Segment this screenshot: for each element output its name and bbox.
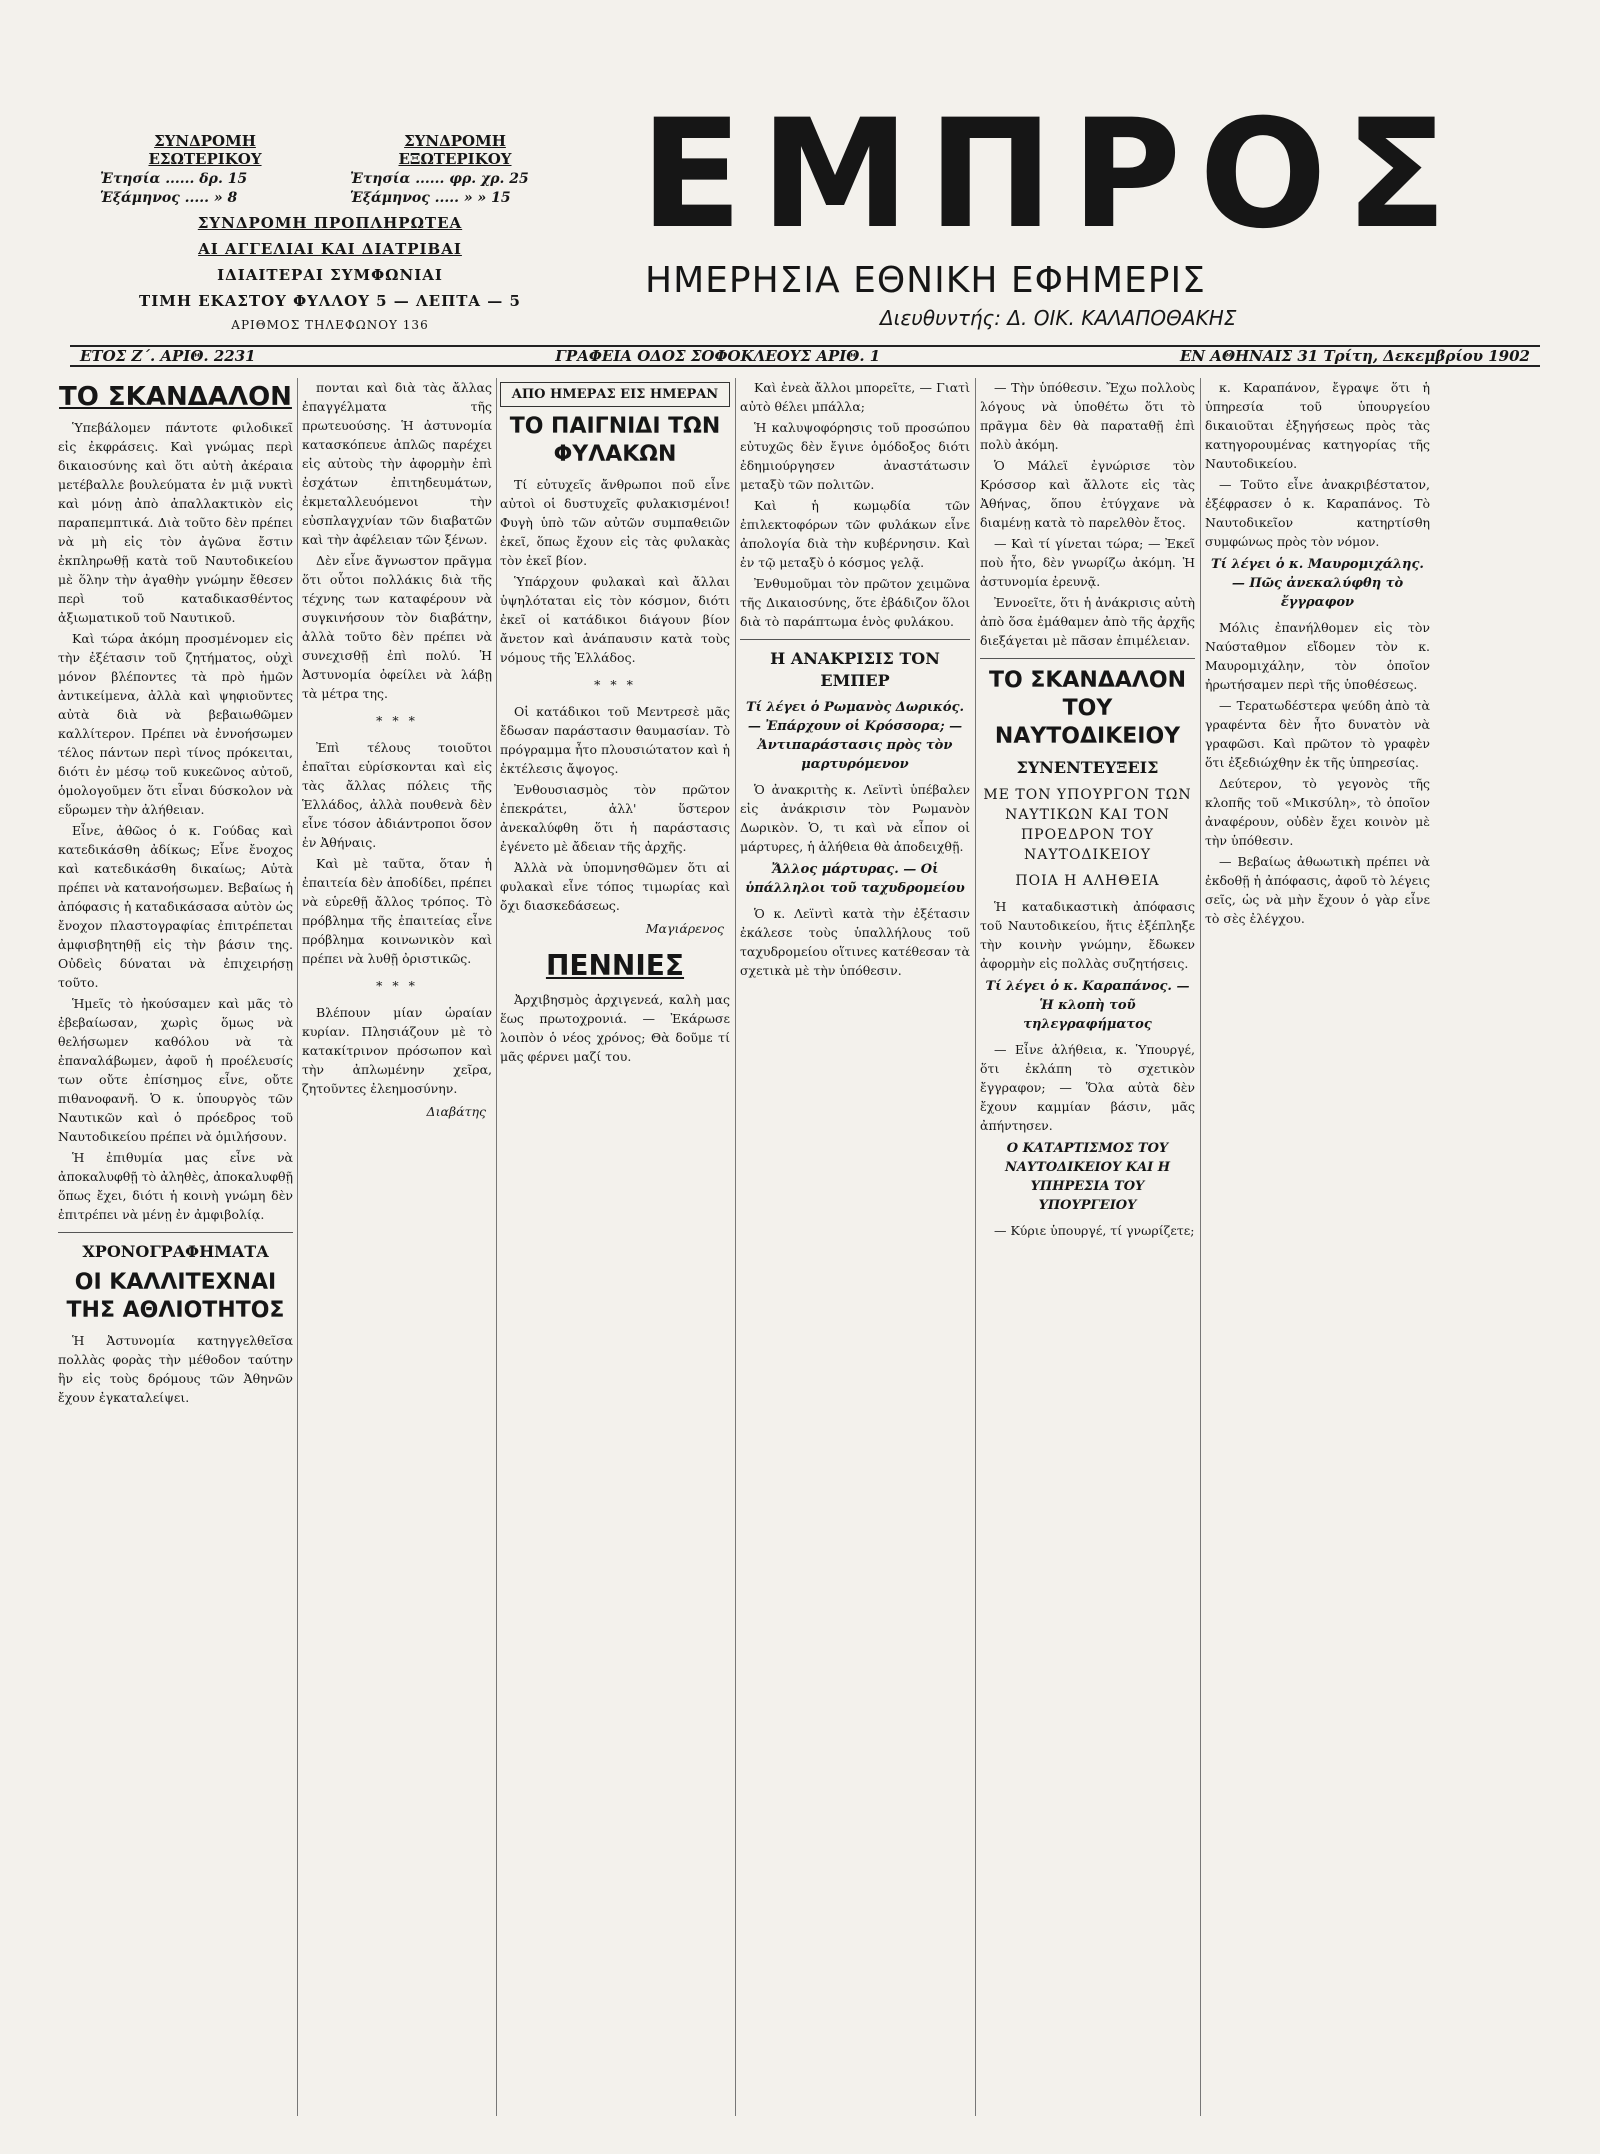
column-3 [500, 378, 730, 2116]
agreement-notice: ΙΔΙΑΙΤΕΡΑΙ ΣΥΜΦΩΝΙΑΙ [217, 266, 443, 284]
chronicle-title: ΟΙ ΚΑΛΛΙΤΕΧΝΑΙ ΤΗΣ ΑΘΛΙΟΤΗΤΟΣ [66, 1270, 285, 1323]
daily-section-box: ΑΠΟ ΗΜΕΡΑΣ ΕΙΣ ΗΜΕΡΑΝ [500, 382, 730, 407]
article-signature: Διαβάτης [426, 1104, 486, 1119]
section-stars: * * * [376, 978, 418, 993]
interior-year-price: Ἐτησία ...... δρ. 15 [100, 171, 248, 187]
newspaper-title: ΕΜΠΡΟΣ [640, 88, 1466, 262]
article-paragraph: — Κύριε ὑπουργέ, τί γνωρίζετε; [994, 1223, 1195, 1238]
article-paragraph: Ἡμεῖς τὸ ἠκούσαμεν καὶ μᾶς τὸ ἐβεβαίωσαν, χωρὶς ὅμως νὰ θελήσωμεν καθόλου νὰ τὰ ἐπαναλάβωμεν, ἀφοῦ ἡ προέλευσίς των οὔτε ἐπίσημος εἶνε, οὔτε πιθανοφανῆ. Ὁ κ. ὑπουργὸς τῶν Ναυτικῶν καὶ ὁ πρόεδρος τοῦ Ναυτοδικείου πρέπει νὰ ὁμιλήσουν. [58, 996, 293, 1144]
column-1 [58, 378, 293, 2116]
article-paragraph: — Τερατωδέστερα ψεύδη ἀπὸ τὰ γραφέντα δὲν ἦτο δυνατὸν νὰ γραφῶσι. Καὶ πρῶτον τὸ γραφὲν ὅτι ἐξεδιώχθην ἐκ τῆς ὑπηρεσίας. [1205, 698, 1430, 770]
article-paragraph: Ἡ καλυψοφόρησις τοῦ προσώπου εὐτυχῶς δὲν ἔγινε ὁμόδοξος διότι ἐδημιούργησεν ἀναστάτωσιν μεταξὺ τῶν πολιτῶν. [740, 420, 970, 492]
column-divider [496, 378, 497, 2116]
article-paragraph: Ὑπεβάλομεν πάντοτε φιλοδικεῖ εἰς ἐκφράσεις. Καὶ γνώμας περὶ δικαιοσύνης καὶ ὅτι αὐτὴ ἀκέραια μετέβαλλε βουλεύματα ἐν μιᾷ νυκτὶ καὶ μόνῃ ἀπὸ ἀπαλλακτικὸν εἰς παραπεμπτικά. Διὰ τοῦτο δὲν πρέπει νὰ μὴ εἰς τὸν ἀγῶνα ἔστιν ἐκπληρωθῇ κατὰ τοῦ Ναυτοδικείου μὲ ὅλην τὴν ἀγαθὴν γνώμην ἔθεσεν περὶ τοῦ καταδικασθέντος ἀξιωματικοῦ τοῦ Ναυτικοῦ. [58, 420, 293, 625]
truth-subheading: ΠΟΙΑ Η ΑΛΗΘΕΙΑ [1015, 873, 1160, 889]
mavromichalis-subhead: Τί λέγει ὁ κ. Μαυρομιχάλης. — Πῶς ἀνεκαλύφθη τὸ ἔγγραφον [1211, 557, 1424, 610]
article-paragraph: — Βεβαίως ἀθωωτικὴ πρέπει νὰ ἐκδοθῇ ἡ ἀπόφασις, ἀφοῦ τὸ λέγεις σεῖς, ὡς νὰ μὴν ἔχουν ὁ γὰρ εἶνε τὸ σὲς ἐλέγχου. [1205, 854, 1430, 926]
issue-number: ΕΤΟΣ Ζ΄. ΑΡΙΘ. 2231 [80, 347, 256, 365]
prison-game-headline: ΤΟ ΠΑΙΓΝΙΔΙ ΤΩΝ ΦΥΛΑΚΩΝ [509, 414, 721, 467]
witness-subhead: Ἄλλος μάρτυρας. — Οἱ ὑπάλληλοι τοῦ ταχυδρομείου [745, 862, 965, 896]
section-stars: * * * [376, 713, 418, 728]
article-paragraph: Ἀρχιβησμὸς ἀρχιγενεά, καλὴ μας ἕως πρωτοχρονιά. — Ἐκάρωσε λοιπὸν ὁ νέος χρόνος; Θὰ δοῦμε τί μᾶς φέρνει μαζί του. [500, 992, 730, 1064]
article-paragraph: Βλέπουν μίαν ὡραίαν κυρίαν. Πλησιάζουν μὲ τὸ κατακίτρινον πρόσωπον καὶ τὴν ἀπλωμένην χεῖρα, ζητοῦντες ἐλεημοσύνην. [302, 1005, 492, 1096]
article-paragraph: Ἀλλὰ νὰ ὑπομνησθῶμεν ὅτι αἱ φυλακαὶ εἶνε τόπος τιμωρίας καὶ ὄχι διασκεδάσεως. [500, 860, 730, 913]
article-signature: Μαγιάρενος [645, 921, 724, 936]
issue-date: ΕΝ ΑΘΗΝΑΙΣ 31 Τρίτη, Δεκεμβρίου 1902 [1179, 347, 1530, 365]
karapanos-subhead: Τί λέγει ὁ κ. Καραπάνος. — Ἡ κλοπὴ τοῦ τηλεγραφήματος [985, 979, 1190, 1032]
director-line: Διευθυντής: Δ. ΟΙΚ. ΚΑΛΑΠΟΘΑΚΗΣ [880, 306, 1237, 330]
column-6 [1205, 378, 1430, 2116]
article-paragraph: Ἐπὶ τέλους τοιοῦτοι ἐπαῖται εὑρίσκονται καὶ εἰς τὰς ἄλλας πόλεις τῆς Ἑλλάδος, ἀλλὰ πουθενὰ δὲν εἶνε τόσον ἀδιάντροποι ὅσον ἐν Ἀθήναις. [302, 740, 492, 850]
article-paragraph: κ. Καραπάνον, ἔγραψε ὅτι ἡ ὑπηρεσία τοῦ ὑπουργείου δικαιοῦται ἐξηγήσεως πρὸς τὰς κατηγορουμένας κατηγορίας τῆς Ναυτοδικείου. [1205, 380, 1430, 471]
article-paragraph: Ἐνθυμοῦμαι τὸν πρῶτον χειμῶνα τῆς Δικαιοσύνης, ὅτε ἐβάδιζον ὅλοι διὰ τὸ παράπτωμα ἑνὸς φυλάκου. [740, 576, 970, 629]
column-2 [302, 378, 492, 2116]
exterior-year-price: Ἐτησία ...... φρ. χρ. 25 [350, 171, 529, 187]
article-paragraph: — Καὶ τί γίνεται τώρα; — Ἐκεῖ ποὺ ἦτο, δὲν γνωρίζω ἀκόμη. Ἡ ἀστυνομία ἐρευνᾷ. [980, 536, 1195, 589]
dateline-bar [70, 345, 1540, 367]
article-paragraph: Μόλις ἐπανήλθομεν εἰς τὸν Ναύσταθμον εἴδομεν τὸν κ. Μαυρομιχάλην, τὸν ὁποῖον ἠρωτήσαμεν περὶ τῆς ὑποθέσεως. [1205, 620, 1430, 692]
column-divider [297, 378, 298, 2116]
scandal-headline: ΤΟ ΣΚΑΝΔΑΛΟΝ [59, 382, 292, 412]
prepaid-notice: ΣΥΝΔΡΟΜΗ ΠΡΟΠΛΗΡΩΤΕΑ [197, 214, 463, 232]
chronicle-heading: ΧΡΟΝΟΓΡΑΦΗΜΑΤΑ [82, 1242, 269, 1261]
article-paragraph: Ἐνθουσιασμὸς τὸν πρῶτον ἐπεκράτει, ἀλλ' ὕστερον ἀνεκαλύφθη ὅτι ἡ παράστασις ἐγένετο μὲ ἄδειαν τῆς ἀρχῆς. [500, 782, 730, 854]
naval-court-headline: ΤΟ ΣΚΑΝΔΑΛΟΝ ΤΟΥ ΝΑΥΤΟΔΙΚΕΙΟΥ [988, 668, 1187, 749]
article-paragraph: Ὑπάρχουν φυλακαὶ καὶ ἄλλαι ὑψηλόταται εἰς τὸν κόσμον, διότι ἐκεῖ οἱ κατάδικοι διάγουν βίον ἄνετον καὶ ἀνάπαυσιν κατὰ τοὺς νόμους τῆς Ἑλλάδος. [500, 574, 730, 665]
interior-subscription-heading: ΣΥΝΔΡΟΜΗ ΕΣΩΤΕΡΙΚΟΥ [148, 132, 262, 168]
article-paragraph: Καὶ ἡ κωμῳδία τῶν ἐπιλεκτοφόρων τῶν φυλάκων εἶνε ἀπολογία διὰ τὴν κυβέρνησιν. Καὶ ἐν τῷ μεταξὺ ὁ κόσμος γελᾷ. [740, 498, 970, 570]
column-divider [975, 378, 976, 2116]
section-divider [58, 1232, 293, 1233]
article-paragraph: Ἡ Ἀστυνομία κατηγγελθεῖσα πολλὰς φορὰς τὴν μέθοδον ταύτην ἣν εἰς τοὺς δρόμους τῶν Ἀθηνῶν ἔχουν ἐγκαταλείψει. [58, 1333, 293, 1405]
article-paragraph: — Εἶνε ἀλήθεια, κ. Ὑπουργέ, ὅτι ἐκλάπη τὸ σχετικὸν ἔγγραφον; — Ὅλα αὐτὰ δὲν ἔχουν καμμίαν βάσιν, μᾶς ἀπήντησεν. [980, 1042, 1195, 1133]
article-paragraph: Τί εὐτυχεῖς ἄνθρωποι ποῦ εἶνε αὐτοὶ οἱ δυστυχεῖς φυλακισμένοι! Φυγὴ ὑπὸ τῶν αὐτῶν συμπαθειῶν ἐκεῖ, ὅπως ἔχουν εἰς τὰς φυλακὰς τὸν ἐκεῖ βίον. [500, 477, 730, 568]
article-paragraph: Δὲν εἶνε ἄγνωστον πρᾶγμα ὅτι οὗτοι πολλάκις διὰ τῆς τέχνης των καταφέρουν νὰ συγκινήσουν τὸν διαβάτην, ἀλλὰ τοῦτο δὲν πρέπει νὰ συνεχισθῇ ἐπὶ πολύ. Ἡ Ἀστυνομία ὀφείλει νὰ λάβῃ τὰ μέτρα της. [302, 553, 492, 701]
ads-notice: ΑΙ ΑΓΓΕΛΙΑΙ ΚΑΙ ΔΙΑΤΡΙΒΑΙ [198, 240, 462, 258]
article-paragraph: Εἶνε, ἀθῶος ὁ κ. Γούδας καὶ κατεδικάσθη ἀδίκως; Εἶνε ἔνοχος καὶ κατεδικάσθη δικαίως; Αὐτὰ πρέπει νὰ κατανοήσωμεν. Βεβαίως ἡ ἀπόφασις ἡ καταδικάσασα αὐτὸν ὡς ἔνοχον πλαστογραφίας ἐπιτρέπεται ἀμφισβητηθῇ εἰς τὴν βάσιν της. Οὐδεὶς δύναται νὰ ἐπιχειρήσῃ τοῦτο. [58, 823, 293, 990]
exterior-half-price: Ἑξάμηνος ..... » » 15 [350, 190, 511, 206]
article-paragraph: Ὁ ἀνακριτὴς κ. Λεϊντὶ ὑπέβαλεν εἰς ἀνάκρισιν τὸν Ρωμανὸν Δωρικὸν. Ὁ, τι καὶ νὰ εἶπον οἱ μάρτυρες, ἡ ἀλήθεια θὰ ἀποδειχθῇ. [740, 782, 970, 854]
exterior-subscription-heading: ΣΥΝΔΡΟΜΗ ΕΞΩΤΕΡΙΚΟΥ [398, 132, 512, 168]
column-5 [980, 378, 1195, 2116]
article-paragraph: Καὶ μὲ ταῦτα, ὅταν ἡ ἐπαιτεία δὲν ἀποδίδει, πρέπει νὰ εὑρεθῇ ἄλλος τρόπος. Τὸ πρόβλημα τῆς ἐπαιτείας εἶνε πρόβλημα κοινωνικὸν καὶ πρέπει νὰ λυθῇ ὀριστικῶς. [302, 856, 492, 966]
section-stars: * * * [594, 677, 636, 692]
article-paragraph: Ἡ ἐπιθυμία μας εἶνε νὰ ἀποκαλυφθῇ τὸ ἀληθὲς, ἀποκαλυφθῇ ὅπως ἔχει, διότι ἡ κοινὴ γνώμη δὲν ἐπιτρέπει νὰ μένῃ ἐν ἀμφιβολίᾳ. [58, 1150, 293, 1222]
article-paragraph: Καὶ ἐνεὰ ἄλλοι μπορεῖτε, — Γιατὶ αὐτὸ θέλει μπάλλα; [740, 380, 970, 414]
interviews-subheading: ΜΕ ΤΟΝ ΥΠΟΥΡΓΟΝ ΤΩΝ ΝΑΥΤΙΚΩΝ ΚΑΙ ΤΟΝ ΠΡΟΕΔΡΟΝ ΤΟΥ ΝΑΥΤΟΔΙΚΕΙΟΥ [983, 787, 1192, 863]
article-paragraph: Ὁ κ. Λεϊντὶ κατὰ τὴν ἐξέτασιν ἐκάλεσε τοὺς ὑπαλλήλους τοῦ ταχυδρομείου οἵτινες κατέθεσαν τὰ σχετικὰ μὲ τὴν ὑπόθεσιν. [740, 906, 970, 978]
investigation-subhead: Τί λέγει ὁ Ρωμανὸς Δωρικός. — Ἐπάρχουν οἱ Κρόσσορα; — Ἀντιπαράστασις πρὸς τὸν μαρτυρόμενον [745, 700, 965, 772]
section-divider [980, 658, 1195, 659]
article-paragraph: πονται καὶ διὰ τὰς ἄλλας ἐπαγγέλματα τῆς πρωτευούσης. Ἡ ἀστυνομία κατασκόπευε ἀπλῶς παρέχει εἰς αὐτοὺς τὴν ἀφορμὴν ἐπὶ ἐσχάτων ἐπιτηδευμάτων, ἐκμεταλλευόμενοι τὴν εὐσπλαγχνίαν τῶν διαβατῶν καὶ τὴν ἀφέλειαν τῶν ξένων. [302, 380, 492, 547]
section-divider [740, 639, 970, 640]
phone-notice: ΑΡΙΘΜΟΣ ΤΗΛΕΦΩΝΟΥ 136 [231, 318, 429, 332]
column-4 [740, 378, 970, 2116]
interior-half-price: Ἑξάμηνος ..... » 8 [100, 190, 238, 206]
column-divider [1200, 378, 1201, 2116]
article-paragraph: Οἱ κατάδικοι τοῦ Μεντρεσὲ μᾶς ἔδωσαν παράστασιν θαυμασίαν. Τὸ πρόγραμμα ἦτο πλουσιώτατον καὶ ἡ ἐκτέλεσις ἄψογος. [500, 704, 730, 776]
article-paragraph: Ὁ Μάλεϊ ἐγνώρισε τὸν Κρόσσορ καὶ ἄλλοτε εἰς τὰς Ἀθήνας, ὅπου ἐτύγχανε νὰ διαμένῃ κατὰ τὸ παρελθὸν ἔτος. [980, 458, 1195, 530]
pennies-headline: ΠΕΝΝΙΕΣ [545, 949, 685, 982]
article-paragraph: Ἐννοεῖτε, ὅτι ἡ ἀνάκρισις αὐτὴ ἀπὸ ὅσα ἐμάθαμεν ἀπὸ τῆς ἀρχῆς διεξάγεται μὲ πᾶσαν ἐπιμέλειαν. [980, 595, 1195, 648]
article-paragraph: Ἡ καταδικαστικὴ ἀπόφασις τοῦ Ναυτοδικείου, ἥτις ἐξέπληξε τὴν κοινὴν γνώμην, ἔδωκεν ἀφορμὴν εἰς πολλὰς συζητήσεις. [980, 899, 1195, 971]
office-address: ΓΡΑΦΕΙΑ ΟΔΟΣ ΣΟΦΟΚΛΕΟΥΣ ΑΡΙΘ. 1 [555, 347, 881, 365]
investigation-headline: Η ΑΝΑΚΡΙΣΙΣ ΤΟΝ ΕΜΠΕΡ [770, 649, 940, 690]
article-paragraph: — Τοῦτο εἶνε ἀνακριβέστατον, ἐξέφρασεν ὁ κ. Καραπάνος. Τὸ Ναυτοδικεῖον κατηρτίσθη συμφώνως πρὸς τὸν νόμον. [1205, 477, 1430, 549]
column-divider [735, 378, 736, 2116]
formation-subhead: Ο ΚΑΤΑΡΤΙΣΜΟΣ ΤΟΥ ΝΑΥΤΟΔΙΚΕΙΟΥ ΚΑΙ Η ΥΠΗΡΕΣΙΑ ΤΟΥ ΥΠΟΥΡΓΕΙΟΥ [1004, 1141, 1171, 1213]
article-paragraph: Καὶ τώρα ἀκόμη προσμένομεν εἰς τὴν ἐξέτασιν τοῦ ζητήματος, οὐχὶ μόνον βλέποντες τὰ πρὸ ἡμῶν ἀντικείμενα, ἀλλὰ καὶ ψηφιοῦντες αὐτὰ διὰ νὰ βεβαιωθῶμεν καλλίτερον. Πρέπει νὰ ἐννοήσωμεν τέλος πάντων περὶ τίνος πρόκειται, διότι ἐν μέσῳ τοῦ κυκεῶνος αὐτοῦ, ὁμολογοῦμεν ὅτι εἶναι δύσκολον νὰ εὕρωμεν τὴν ἀλήθειαν. [58, 631, 293, 817]
subscription-box [100, 132, 560, 332]
interviews-heading: ΣΥΝΕΝΤΕΥΞΕΙΣ [1016, 758, 1159, 777]
newspaper-subtitle: ΗΜΕΡΗΣΙΑ ΕΘΝΙΚΗ ΕΦΗΜΕΡΙΣ [645, 260, 1206, 301]
article-paragraph: — Τὴν ὑπόθεσιν. Ἔχω πολλοὺς λόγους νὰ ὑποθέτω ὅτι τὸ πρᾶγμα δὲν θὰ παραταθῇ ἐπὶ πολὺ ἀκόμη. [980, 380, 1195, 452]
price-notice: ΤΙΜΗ ΕΚΑΣΤΟΥ ΦΥΛΛΟΥ 5 — ΛΕΠΤΑ — 5 [139, 292, 521, 310]
article-paragraph: Δεύτερον, τὸ γεγονὸς τῆς κλοπῆς τοῦ «Μικσύλη», τὸ ὁποῖον ἀναφέρουν, οὐδὲν ἔχει κοινὸν μὲ τὴν ὑπόθεσιν. [1205, 776, 1430, 848]
masthead [30, 88, 1570, 340]
